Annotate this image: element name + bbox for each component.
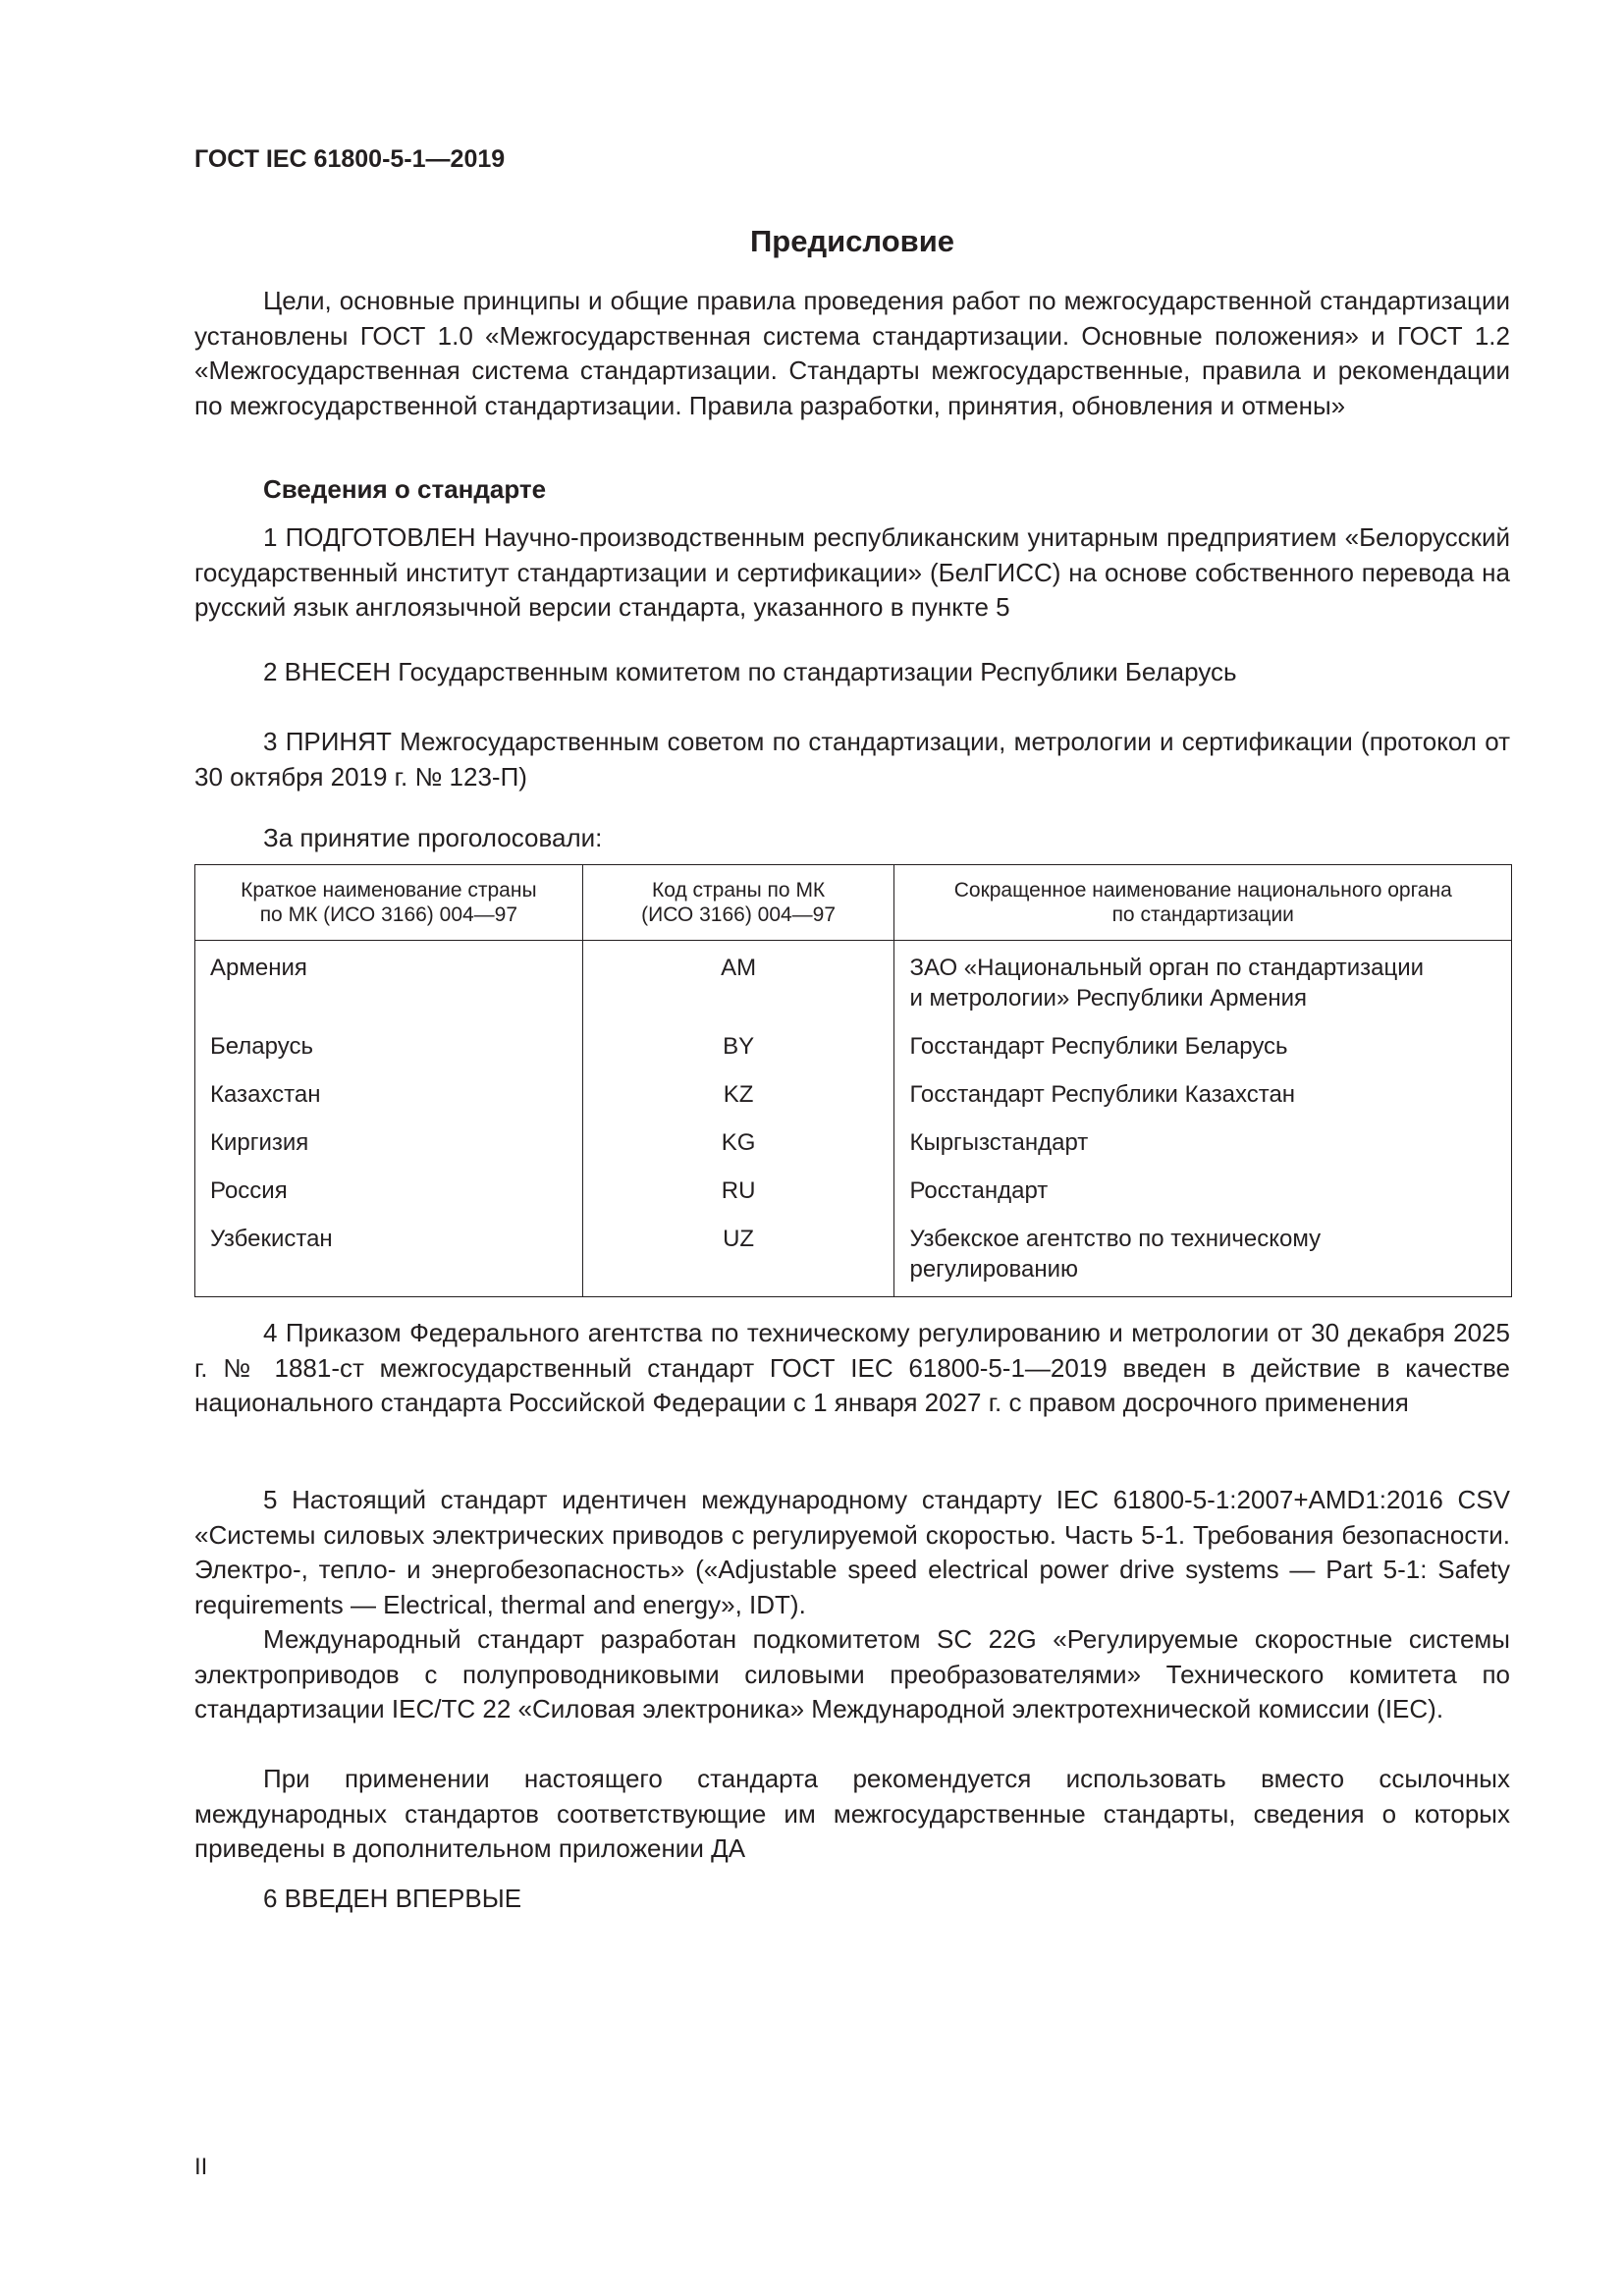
national-body-cell: Кыргызстандарт bbox=[909, 1129, 1089, 1156]
voting-countries-table bbox=[194, 864, 1512, 1297]
country-cell: Армения bbox=[195, 941, 583, 1023]
code-cell: RU bbox=[582, 1167, 894, 1215]
item-5-identical: 5 Настоящий стандарт идентичен международному стандарту IEC 61800-5-1:2007+AMD1:2016 CSV «Системы силовых электрических приводов с регулируемой скоростью. Часть 5-1. Требования безопасности. Электро-, тепло- и энергобезопасность» («Adjustable speed electrical power drive systems — Part 5-1: Safety requirements — Electrical, thermal and energy», IDT). bbox=[194, 1485, 1510, 1619]
code-cell: BY bbox=[582, 1022, 894, 1070]
country-cell: Беларусь bbox=[195, 1022, 583, 1070]
item-1-prepared: 1 ПОДГОТОВЛЕН Научно-производственным республиканским унитарным предприятием «Белорусский государственный институт стандартизации и сертификации» (БелГИСС) на основе собственного перевода на русский язык англоязычной версии стандарта, указанного в пункте 5 bbox=[194, 522, 1510, 622]
item-3-adopted: 3 ПРИНЯТ Межгосударственным советом по стандартизации, метрологии и сертификации (протокол от 30 октября 2019 г. № 123-П) bbox=[194, 727, 1510, 792]
document-code: ГОСТ IEC 61800-5-1—2019 bbox=[194, 145, 506, 173]
national-body-cell: Узбекское агентство по техническому регулированию bbox=[909, 1226, 1322, 1283]
code-cell: KZ bbox=[582, 1070, 894, 1119]
national-body-cell: Росстандарт bbox=[909, 1177, 1049, 1204]
table-header-row bbox=[195, 865, 1512, 941]
page-title: Предисловие bbox=[749, 224, 954, 258]
country-cell: Узбекистан bbox=[195, 1215, 583, 1297]
national-body-cell: Госстандарт Республики Казахстан bbox=[909, 1081, 1296, 1108]
column-header-country: Краткое наименование страны по МК (ИСО 3166) 004—97 bbox=[195, 865, 583, 941]
voted-label: За принятие проголосовали: bbox=[263, 823, 603, 852]
table-row bbox=[195, 1119, 1512, 1167]
item-2-submitted: 2 ВНЕСЕН Государственным комитетом по стандартизации Республики Беларусь bbox=[263, 657, 1237, 686]
table-row bbox=[195, 1215, 1512, 1297]
page-number: II bbox=[194, 2154, 208, 2180]
standard-info-heading: Сведения о стандарте bbox=[263, 474, 547, 504]
table-row bbox=[195, 1167, 1512, 1215]
item-6-introduced: 6 ВВЕДЕН ВПЕРВЫЕ bbox=[263, 1884, 522, 1913]
table-row bbox=[195, 1070, 1512, 1119]
item-5-application-note: При применении настоящего стандарта рекомендуется использовать вместо ссылочных международных стандартов соответствующие им межгосударственные стандарты, сведения о которых приведены в дополнительном приложении ДА bbox=[194, 1764, 1510, 1863]
country-cell: Киргизия bbox=[195, 1119, 583, 1167]
column-header-code: Код страны по МК (ИСО 3166) 004—97 bbox=[582, 865, 894, 941]
column-header-national-body: Сокращенное наименование национального органа по стандартизации bbox=[894, 865, 1512, 941]
item-5-developed-by: Международный стандарт разработан подкомитетом SC 22G «Регулируемые скоростные системы электроприводов с полупроводниковыми силовыми преобразователями» Технического комитета по стандартизации IEC/TC 22 «Силовая электроника» Международной электротехнической комиссии (IEC). bbox=[194, 1624, 1510, 1723]
code-cell: UZ bbox=[582, 1215, 894, 1297]
national-body-cell: ЗАО «Национальный орган по стандартизации и метрологии» Республики Армения bbox=[909, 955, 1425, 1011]
table-row bbox=[195, 1022, 1512, 1070]
table-row bbox=[195, 941, 1512, 1023]
intro-paragraph: Цели, основные принципы и общие правила проведения работ по межгосударственной стандартизации установлены ГОСТ 1.0 «Межгосударственная система стандартизации. Основные положения» и ГОСТ 1.2 «Межгосударственная система стандартизации. Стандарты межгосударственные, правила и рекомендации по межгосударственной стандартизации. Правила разработки, принятия, обновления и отмены» bbox=[194, 286, 1510, 420]
item-4-order: 4 Приказом Федерального агентства по техническому регулированию и метрологии от 30 декабря 2025 г. № 1881-ст межгосударственный стандарт ГОСТ IEC 61800-5-1—2019 введен в действие в качестве национального стандарта Российской Федерации с 1 января 2027 г. с правом досрочного применения bbox=[194, 1318, 1510, 1417]
national-body-cell: Госстандарт Республики Беларусь bbox=[909, 1033, 1288, 1060]
code-cell: AM bbox=[582, 941, 894, 1023]
country-cell: Россия bbox=[195, 1167, 583, 1215]
code-cell: KG bbox=[582, 1119, 894, 1167]
country-cell: Казахстан bbox=[195, 1070, 583, 1119]
